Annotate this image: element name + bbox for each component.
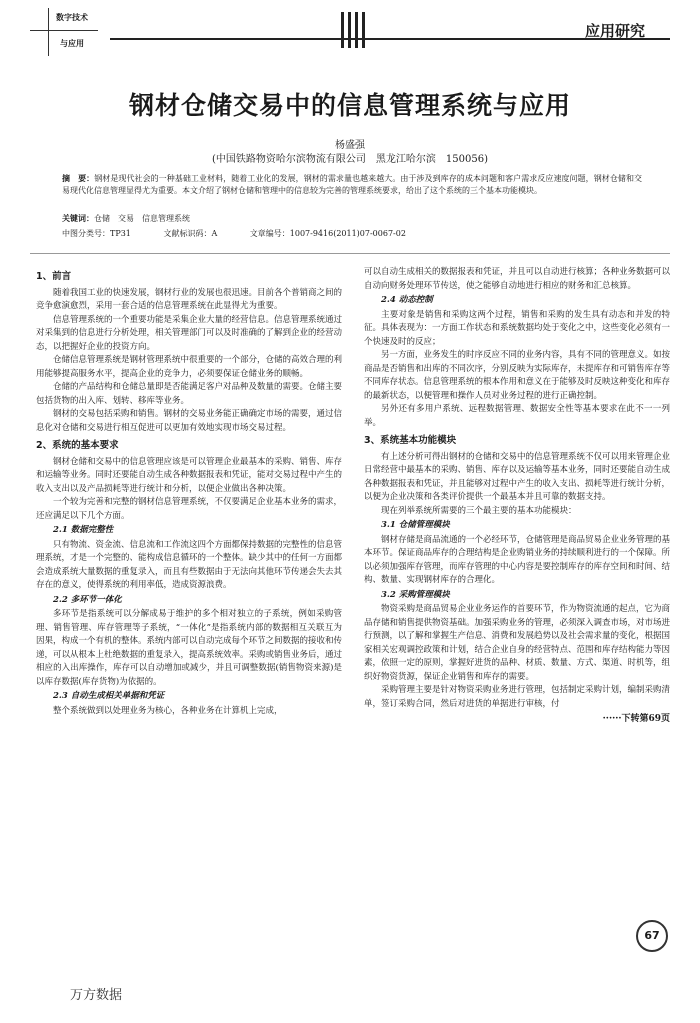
keywords: [62, 213, 642, 224]
author: 杨盛强: [335, 140, 365, 151]
paragraph: 钢材存储是商品流通的一个必经环节，仓储管理是商品贸易企业业务管理的基本环节。保证商品库存的合理结构是企业购销业务的持续顺利进行的一个保障。所以必须加强库存管理，而库存管理的中心内容是要控制库存的库存空间和时间、结构、数量、实现钢材库存的合理化。: [364, 534, 671, 585]
subsection-heading: 2.4 动态控制: [381, 295, 433, 305]
paragraph: 可以自动生成相关的数据报表和凭证，并且可以自动进行核算；各种业务数据可以自动向财务处理环节传送，使之能够自动地进行相应的财务和汇总核算。: [364, 267, 671, 291]
paragraph: 信息管理系统的一个重要功能是采集企业大量的经营信息。信息管理系统通过对采集到的信息进行分析处理，相关管理部门可以及时准确的了解到企业的经营动态，以把握好企业的投资方向。: [36, 314, 343, 352]
journal-name-line1: 数字技术: [56, 12, 88, 22]
header-bars-ornament: [341, 12, 365, 48]
affiliation: (中国铁路物资哈尔滨物流有限公司 黑龙江哈尔滨 150056): [212, 154, 488, 165]
abstract-text: 钢材是现代社会的一种基础工业材料，随着工业化的发展，钢材的需求量也越来越大。由于涉及到库存的成本问题和客户需求反应速度问题，钢材仓储和交易现代化信息管理显得尤为重要。本文介绍了钢材仓储和管理中的信息较为完善的管理系统要求，给出了这个系统的三个基本功能模块。: [62, 174, 643, 195]
abstract-separator: [30, 253, 670, 254]
paragraph: 随着我国工业的快速发展，钢材行业的发展也很迅速。目前各个普销商之间的竞争愈演愈烈，采用一套合适的信息管理系统在此显得尤为重要。: [36, 287, 343, 311]
clc-number: 中图分类号：TP31: [62, 229, 131, 238]
keywords-label: 关键词：: [62, 214, 94, 223]
classification-line: [62, 228, 642, 239]
paragraph: 整个系统做到以处理业务为核心，各种业务在计算机上完成，: [53, 705, 283, 716]
keywords-text: 仓储 交易 信息管理系统: [94, 214, 190, 223]
abstract: [62, 173, 642, 196]
paragraph: 只有物流、资金流、信息流和工作流这四个方面都保持数据的完整性的信息管理系统，才是一个完整的、能构成信息循环的一个整体。缺少其中的任何一方面都会造成系统大量数据的重复录入，而且有些数据由于无法向其他环节传递会失去其存在的意义，使得系统的利用率低，造成资源浪费。: [36, 539, 343, 590]
paragraph: 采购管理主要是针对物资采购业务进行管理，包括制定采购计划，编制采购清单，签订采购合同，然后对进货的单据进行审核，付: [364, 685, 671, 709]
paragraph: 现在列举系统所需要的三个最主要的基本功能模块：: [381, 505, 577, 516]
paragraph: 另外还有多用户系统、远程数据管理、数据安全性等基本要求在此不一一列举。: [364, 404, 670, 428]
article-title: 钢材仓储交易中的信息管理系统与应用: [128, 91, 571, 120]
section-heading: 2、系统的基本要求: [36, 440, 119, 451]
subsection-heading: 2.3 自动生成相关单据和凭证: [53, 691, 165, 701]
abstract-label: 摘 要：: [62, 174, 95, 183]
article-number: 文章编号：1007-9416(2011)07-0067-02: [249, 229, 406, 238]
subsection-heading: 3.2 采购管理模块: [381, 589, 450, 600]
left-column: [36, 266, 342, 718]
section-heading: 3、系统基本功能模块: [364, 435, 457, 446]
paragraph: 多环节是指系统可以分解成易于维护的多个相对独立的子系统，例如采购管理、销售管理、库存管理等子系统，“一体化”是指系统内部的数据相互关联互为因果，构成一个有机的整体。系统内部可以自动完成每个环节之间数据的接收和传递，可以从根本上杜绝数据的重复录入，提高系统效率。采购或销售业务后，通过相应的入出库操作，库存可以自动增加或减少，并且可调整数据(销售物资来源)是以库存数据(库存货物)为依据的。: [36, 609, 343, 687]
section-label: 应用研究: [585, 22, 646, 40]
page-number: 67: [636, 920, 668, 952]
right-column: [364, 266, 670, 727]
paragraph: 另一方面，业务发生的时序反应不同的业务内容，具有不同的管理意义。如按商品是否销售和出库的不同次序，分别反映为实际库存，未提库存和可销售库存等不同库存状态。信息管理系统的根本作用和意义在于能够及时反映这种变化和库存的最新状态，以便管理和操作人员对业务过程的进行正确控制。: [364, 350, 671, 401]
paragraph: 有上述分析可得出钢材的仓储和交易中的信息管理系统不仅可以用来管理企业日常经营中最基本的采购、销售、库存以及运输等基本业务，同时还要能自动生成各种数据报表和凭证，并且能够对过程中产生的收入支出、损耗等进行统计分析，以便为企业决策和各类评价提供一个最基本并且可靠的数据支持。: [364, 451, 671, 502]
subsection-heading: 3.1 仓储管理模块: [381, 520, 450, 530]
paragraph: 主要对象是销售和采购这两个过程，销售和采购的发生具有动态和并发的特征。具体表现为：一方面工作状态和系统数据均处于变化之中，这些变化必须有一个快速及时的反应；: [364, 309, 671, 347]
paragraph: 钢材的交易包括采购和销售。钢材的交易业务能正确确定市场的需要，通过信息化对仓储和交易进行相互促进可以更加有效地实现市场交易过程。: [36, 409, 343, 433]
document-code: 文献标识码：A: [163, 229, 218, 238]
journal-logo: [30, 8, 102, 56]
paragraph: 钢材仓储和交易中的信息管理应该是可以管理企业最基本的采购、销售、库存和运输等业务。同时还要能自动生成各种数据报表和凭证，能对交易过程中产生的收入支出以及产品损耗等进行统计和分析，以便企业做出各种决策。: [36, 456, 343, 494]
subsection-heading: 2.1 数据完整性: [53, 525, 114, 535]
continued-note: ······下转第69页: [602, 714, 670, 724]
paragraph: 物资采购是商品贸易企业业务运作的首要环节，作为物资流通的起点，它为商品存储和销售提供物资基础。加强采购业务的管理，必须深入调查市场，对市场进行预测，以了解和掌握生产信息、消费和发展趋势以及社会需求量的变化，根据国家相关宏观调控政策和计划，结合企业自身的经营特点、范围和库存结构能力等因素，依照一定的原则，掌握好进货的品种、材质、数量、方式、渠道、时机等，组织好物资货源，保证企业销售和库存的需要。: [364, 604, 671, 682]
paragraph: 仓储的产品结构和仓储总量即是否能满足客户对品种及数量的需要。仓储主要包括货物的出入库、划转、移库等业务。: [36, 382, 343, 406]
watermark-text: 万方数据: [70, 988, 123, 1003]
journal-name-line2: 与应用: [60, 38, 84, 48]
section-heading: 1、前言: [36, 271, 72, 282]
subsection-heading: 2.2 多环节一体化: [53, 594, 122, 605]
paragraph: 一个较为完善和完整的钢材信息管理系统，不仅要满足企业基本业务的需求，还应满足以下几个方面。: [36, 497, 343, 521]
paragraph: 仓储信息管理系统是钢材管理系统中很重要的一个部分，仓储的高效合理的利用能够提高服务水平，提高企业的竞争力，必须要保证仓储业务的顺畅。: [36, 355, 343, 379]
